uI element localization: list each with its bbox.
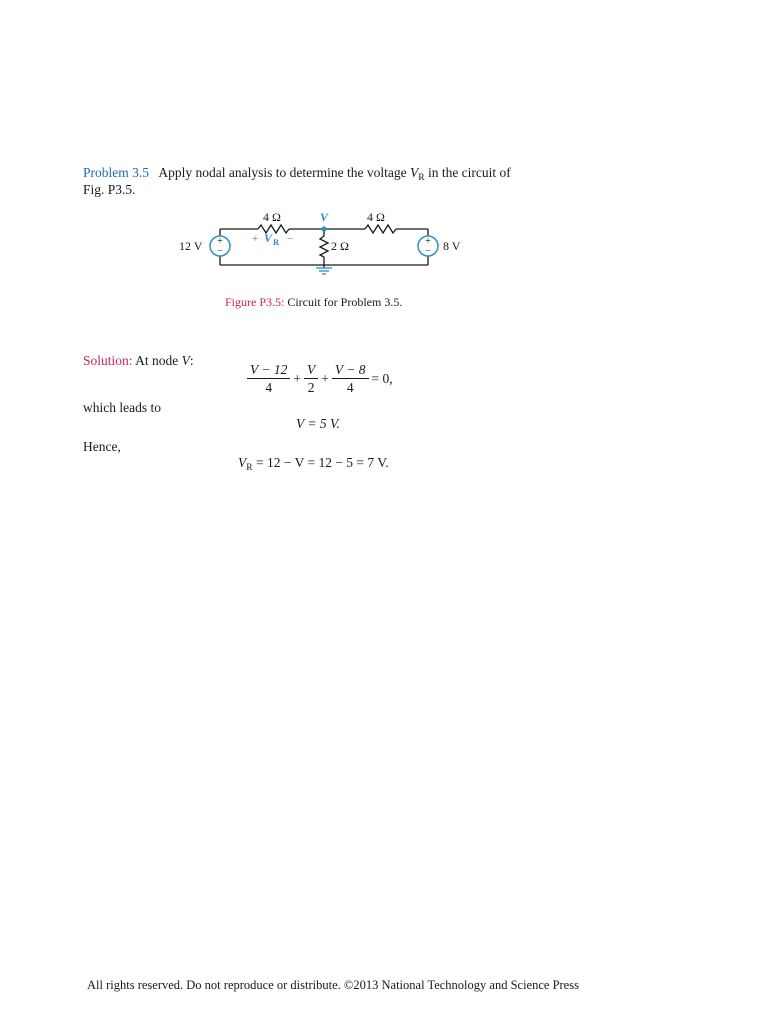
fraction-2 bbox=[304, 362, 318, 395]
equation-vr bbox=[238, 454, 389, 474]
problem-label: Problem 3.5 bbox=[83, 165, 149, 180]
op-plus-2: + bbox=[321, 370, 329, 386]
circuit-diagram bbox=[0, 0, 768, 300]
solution-intro bbox=[83, 352, 194, 369]
node-label: V bbox=[319, 210, 329, 224]
figure-label: Figure P3.5: bbox=[225, 295, 285, 309]
vr-minus: − bbox=[287, 233, 294, 245]
source-right-plus: + bbox=[425, 236, 431, 247]
ground-icon bbox=[316, 268, 332, 274]
source-right-minus: − bbox=[425, 246, 431, 257]
figure-caption bbox=[225, 294, 402, 311]
solution-intro-var: V bbox=[181, 353, 190, 368]
footer-copyright: All rights reserved. Do not reproduce or distribute. ©2013 National Technology and Science Press bbox=[87, 978, 579, 992]
vr-sub: R bbox=[273, 237, 280, 247]
frac2-den: 2 bbox=[307, 380, 315, 395]
r-middle-label: 2 Ω bbox=[331, 239, 349, 253]
problem-text-after: in the circuit of bbox=[424, 165, 511, 180]
problem-text: Apply nodal analysis to determine the voltage bbox=[158, 165, 410, 180]
frac1-den: 4 bbox=[265, 380, 273, 395]
problem-var: V bbox=[409, 165, 419, 180]
source-right-label: 8 V bbox=[443, 239, 461, 253]
vr-var: V bbox=[264, 231, 273, 245]
problem-var-sub: R bbox=[418, 173, 425, 183]
node-dot bbox=[321, 226, 326, 231]
source-left-label: 12 V bbox=[179, 239, 203, 253]
solution-intro-colon: : bbox=[189, 353, 194, 368]
resistor-right bbox=[365, 225, 396, 233]
r-right-label: 4 Ω bbox=[367, 210, 385, 224]
solution-intro-text: At node bbox=[132, 353, 182, 368]
problem-line2: Fig. P3.5. bbox=[83, 182, 136, 197]
hence-text: Hence, bbox=[83, 439, 121, 454]
source-left-plus: + bbox=[217, 236, 223, 247]
frac3-den: 4 bbox=[346, 380, 354, 395]
nodal-equation bbox=[247, 362, 396, 395]
eq3-rest: = 12 − V = 12 − 5 = 7 V. bbox=[252, 455, 389, 470]
resistor-middle bbox=[320, 236, 328, 257]
vr-plus: + bbox=[252, 233, 259, 245]
equation-v: V = 5 V. bbox=[296, 416, 340, 431]
eq1-rhs: = 0, bbox=[371, 370, 393, 386]
source-left-minus: − bbox=[217, 246, 223, 257]
fraction-3 bbox=[332, 362, 369, 395]
op-plus-1: + bbox=[293, 370, 301, 386]
solution-label: Solution: bbox=[83, 353, 133, 368]
figure-caption-text: Circuit for Problem 3.5. bbox=[284, 295, 403, 309]
r-left-label: 4 Ω bbox=[263, 210, 281, 224]
frac1-num: V − 12 bbox=[247, 362, 290, 379]
leads-text: which leads to bbox=[83, 400, 161, 415]
eq3-sub: R bbox=[246, 463, 253, 473]
resistor-left bbox=[258, 225, 289, 233]
fraction-1 bbox=[247, 362, 290, 395]
frac2-num: V bbox=[304, 362, 318, 379]
eq3-var: V bbox=[238, 455, 247, 470]
frac3-num: V − 8 bbox=[332, 362, 369, 379]
